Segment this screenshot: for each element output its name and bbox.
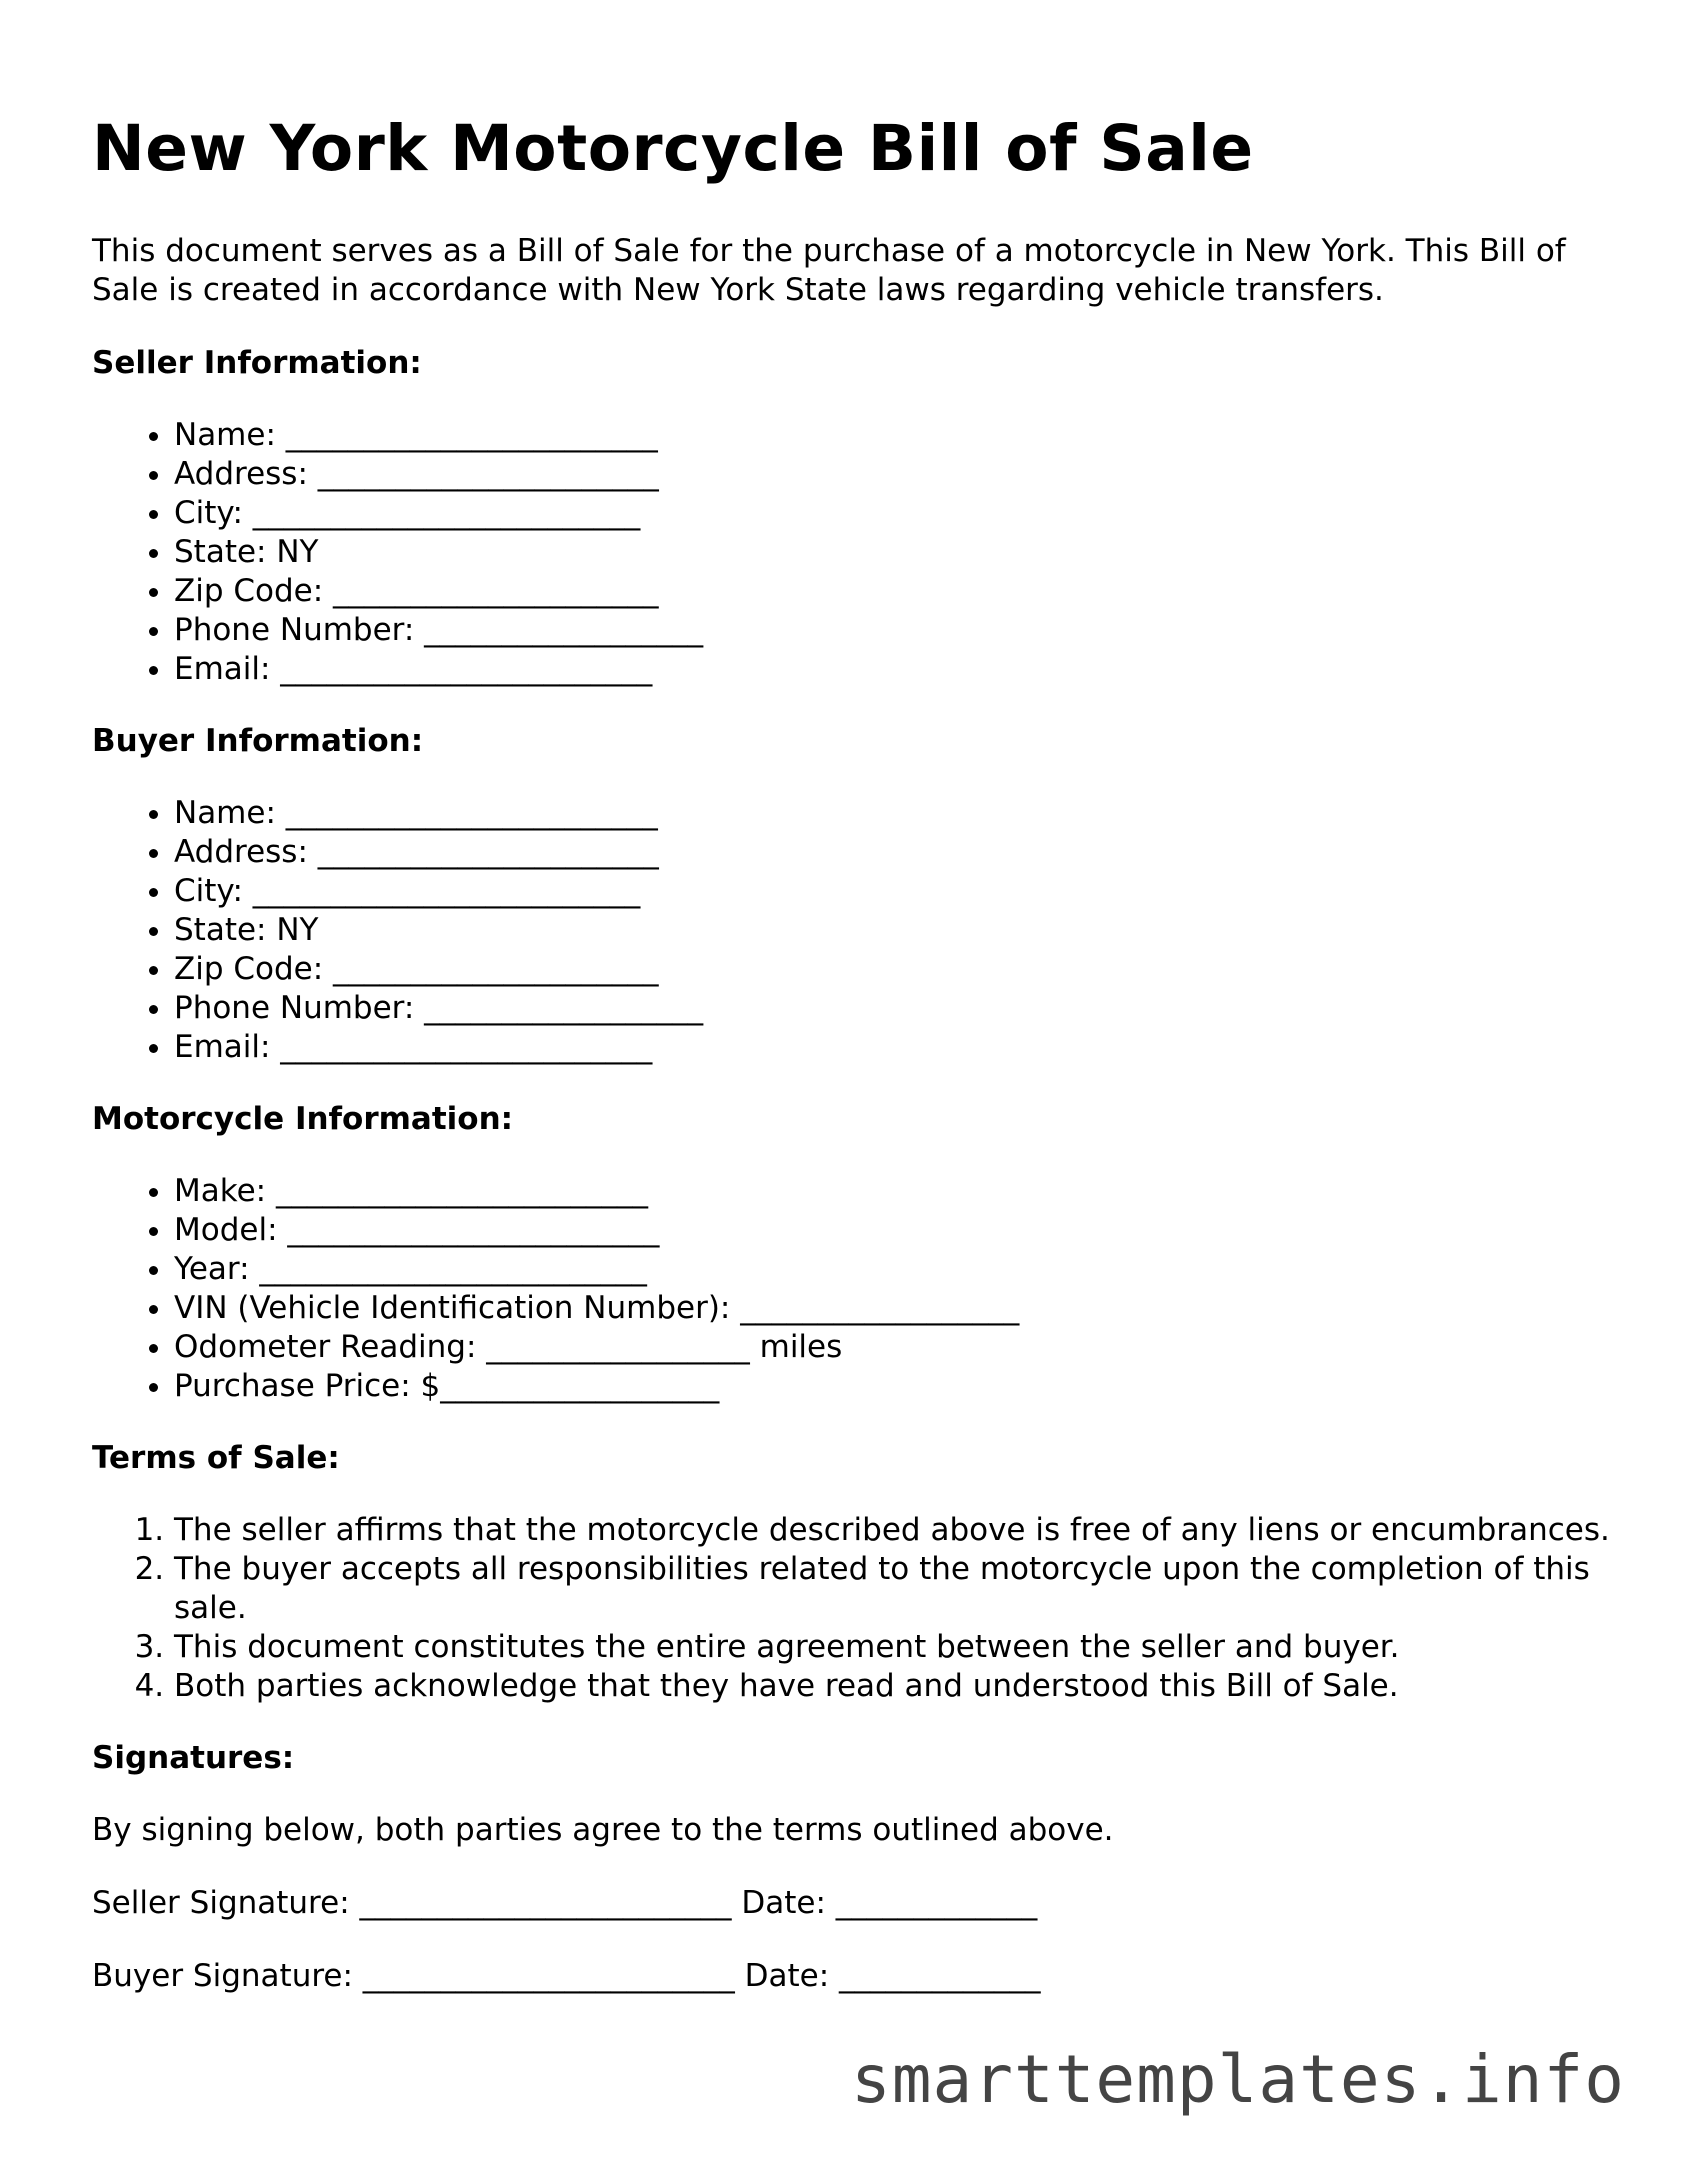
- list-item: • Odometer Reading: _________________ miles: [174, 1328, 1612, 1367]
- list-item: • Model: ________________________: [174, 1211, 1612, 1250]
- motorcycle-list: [92, 1172, 1612, 1406]
- list-item: • Make: ________________________: [174, 1172, 1612, 1211]
- seller-heading: Seller Information:: [92, 345, 422, 381]
- list-item: • Zip Code: _____________________: [174, 572, 1612, 611]
- buyer-list: [92, 794, 1612, 1067]
- motorcycle-heading: Motorcycle Information:: [92, 1101, 514, 1137]
- list-item: • Email: ________________________: [174, 1028, 1612, 1067]
- list-item: • Name: ________________________: [174, 794, 1612, 833]
- intro-paragraph: This document serves as a Bill of Sale for the purchase of a motorcycle in New York. This Bill of Sale is created in accordance with New York State laws regarding vehicle transfers.: [92, 233, 1566, 308]
- list-item: 4. Both parties acknowledge that they have read and understood this Bill of Sale.: [174, 1667, 1612, 1706]
- list-item: • VIN (Vehicle Identification Number): __________________: [174, 1289, 1612, 1328]
- signatures-text: By signing below, both parties agree to the terms outlined above.: [92, 1812, 1114, 1848]
- list-item: • Address: ______________________: [174, 455, 1612, 494]
- list-item: 2. The buyer accepts all responsibilities related to the motorcycle upon the completion of this sale.: [174, 1550, 1612, 1628]
- list-item: • Address: ______________________: [174, 833, 1612, 872]
- watermark: smarttemplates.info: [851, 2041, 1625, 2118]
- terms-heading: Terms of Sale:: [92, 1440, 340, 1476]
- document-page: [92, 110, 1612, 2030]
- list-item: 1. The seller affirms that the motorcycle described above is free of any liens or encumbrances.: [174, 1511, 1612, 1550]
- seller-list: [92, 416, 1612, 689]
- terms-list: [92, 1511, 1612, 1706]
- list-item: • Phone Number: __________________: [174, 989, 1612, 1028]
- signatures-heading: Signatures:: [92, 1740, 295, 1776]
- list-item: • Name: ________________________: [174, 416, 1612, 455]
- list-item: • State: NY: [174, 533, 1612, 572]
- page-title: New York Motorcycle Bill of Sale: [92, 112, 1254, 185]
- list-item: • Email: ________________________: [174, 650, 1612, 689]
- list-item: • Zip Code: _____________________: [174, 950, 1612, 989]
- buyer-heading: Buyer Information:: [92, 723, 424, 759]
- list-item: • State: NY: [174, 911, 1612, 950]
- list-item: • City: _________________________: [174, 494, 1612, 533]
- buyer-signature-line: Buyer Signature: ________________________ Date: _____________: [92, 1958, 1041, 1994]
- list-item: • City: _________________________: [174, 872, 1612, 911]
- list-item: • Purchase Price: $__________________: [174, 1367, 1612, 1406]
- list-item: • Phone Number: __________________: [174, 611, 1612, 650]
- list-item: • Year: _________________________: [174, 1250, 1612, 1289]
- list-item: 3. This document constitutes the entire agreement between the seller and buyer.: [174, 1628, 1612, 1667]
- seller-signature-line: Seller Signature: ________________________ Date: _____________: [92, 1885, 1038, 1921]
